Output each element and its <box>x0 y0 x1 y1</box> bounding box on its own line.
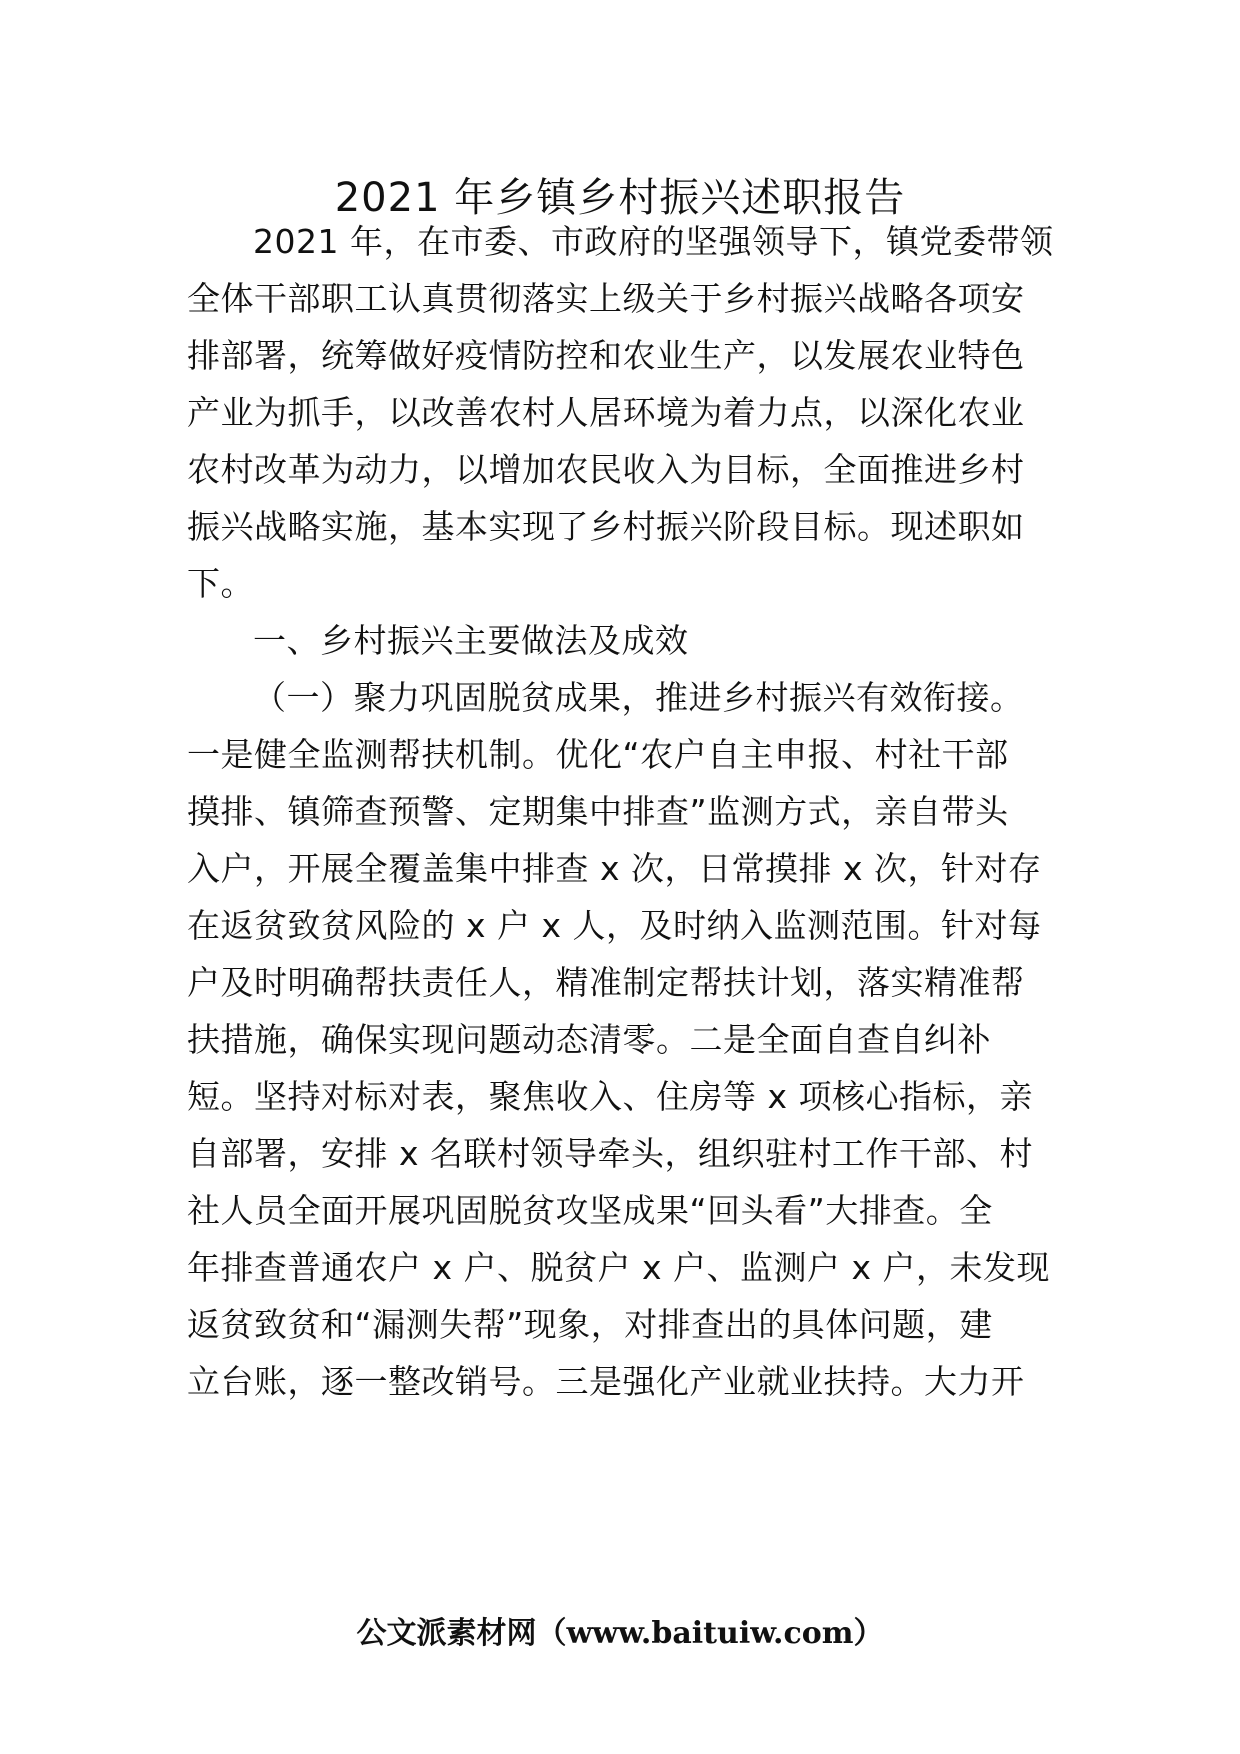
body-line: 2021 年，在市委、市政府的坚强领导下，镇党委带领 <box>253 222 1054 261</box>
body-line: 摸排、镇筛查预警、定期集中排查”监测方式，亲自带头 <box>187 792 1009 831</box>
body-line: 扶措施，确保实现问题动态清零。二是全面自查自纠补 <box>187 1020 991 1059</box>
body-line: 返贫致贫和“漏测失帮”现象，对排查出的具体问题，建 <box>187 1305 993 1344</box>
body-line: 立台账，逐一整改销号。三是强化产业就业扶持。大力开 <box>187 1362 1025 1401</box>
body-line: 自部署，安排 x 名联村领导牵头，组织驻村工作干部、村 <box>187 1134 1034 1173</box>
body-line: 全体干部职工认真贯彻落实上级关于乡村振兴战略各项安 <box>187 279 1025 318</box>
body-line: 产业为抓手，以改善农村人居环境为着力点，以深化农业 <box>187 393 1025 432</box>
body-line: 一是健全监测帮扶机制。优化“农户自主申报、村社干部 <box>187 735 1009 774</box>
body-line: 户及时明确帮扶责任人，精准制定帮扶计划，落实精准帮 <box>187 963 1025 1002</box>
body-line: 社人员全面开展巩固脱贫攻坚成果“回头看”大排查。全 <box>187 1191 993 1230</box>
body-line: 下。 <box>187 564 254 603</box>
body-line: 在返贫致贫风险的 x 户 x 人，及时纳入监测范围。针对每 <box>187 906 1042 945</box>
document-title: 2021 年乡镇乡村振兴述职报告 <box>334 175 906 221</box>
body-line: 排部署，统筹做好疫情防控和农业生产，以发展农业特色 <box>187 336 1025 375</box>
subsection-heading: （一）聚力巩固脱贫成果，推进乡村振兴有效衔接。 <box>253 678 1024 717</box>
page-footer-watermark: 公文派素材网（www.baituiw.com） <box>356 1616 884 1651</box>
body-line: 短。坚持对标对表，聚焦收入、住房等 x 项核心指标，亲 <box>187 1077 1034 1116</box>
body-line: 农村改革为动力，以增加农民收入为目标，全面推进乡村 <box>187 450 1025 489</box>
section-heading: 一、乡村振兴主要做法及成效 <box>253 621 689 660</box>
body-line: 振兴战略实施，基本实现了乡村振兴阶段目标。现述职如 <box>187 507 1025 546</box>
body-line: 入户，开展全覆盖集中排查 x 次，日常摸排 x 次，针对存 <box>187 849 1042 888</box>
body-line: 年排查普通农户 x 户、脱贫户 x 户、监测户 x 户，未发现 <box>187 1248 1051 1287</box>
